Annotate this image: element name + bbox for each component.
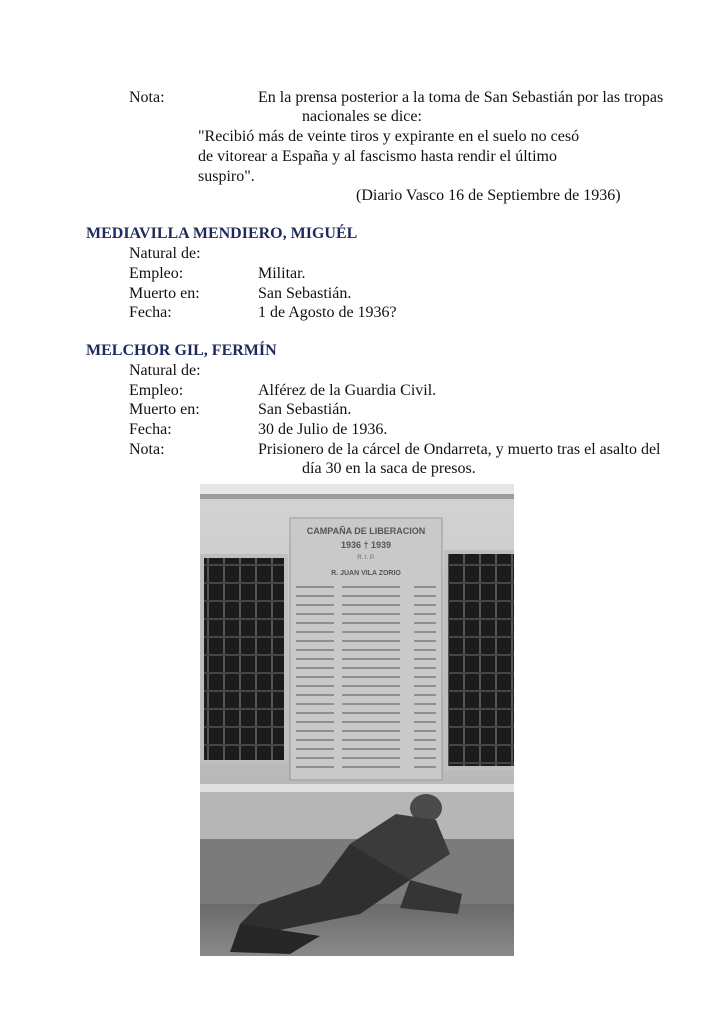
empleo-label: Empleo: [129,382,184,399]
fecha-label: Fecha: [129,421,172,438]
fecha-label: Fecha: [129,304,172,321]
entry-heading: MELCHOR GIL, FERMÍN [86,342,277,359]
plaque-name: R. JUAN VILA ZORIO [331,570,401,577]
fecha-value: 1 de Agosto de 1936? [258,304,397,321]
muerto-value: San Sebastián. [258,401,352,418]
plaque-years: 1936 † 1939 [340,540,392,550]
note-text-line: En la prensa posterior a la toma de San Sebastián por las tropas [258,89,664,106]
nota-line: Prisionero de la cárcel de Ondarreta, y muerto tras el asalto del [258,441,661,458]
muerto-label: Muerto en: [129,401,200,418]
note-text-line: nacionales se dice: [302,108,422,125]
plaque-subtitle: R. I. P. [357,555,375,561]
fecha-value: 30 de Julio de 1936. [258,421,388,438]
quote-line: suspiro". [198,168,255,185]
empleo-value: Militar. [258,265,306,282]
nota-label: Nota: [129,441,165,458]
plaque-title: CAMPAÑA DE LIBERACION [306,526,426,536]
quote-source: (Diario Vasco 16 de Septiembre de 1936) [356,187,621,204]
empleo-value: Alférez de la Guardia Civil. [258,382,437,399]
natural-label: Natural de: [129,362,201,379]
natural-label: Natural de: [129,245,201,262]
entry-heading: MEDIAVILLA MENDIERO, MIGUÉL [86,225,358,242]
quote-line: "Recibió más de veinte tiros y expirante en el suelo no cesó [198,128,580,145]
memorial-photo [200,484,514,956]
nota-line: día 30 en la saca de presos. [302,460,476,477]
muerto-label: Muerto en: [129,285,200,302]
quote-line: de vitorear a España y al fascismo hasta rendir el último [198,148,557,165]
muerto-value: San Sebastián. [258,285,352,302]
empleo-label: Empleo: [129,265,184,282]
note-label: Nota: [129,89,165,106]
